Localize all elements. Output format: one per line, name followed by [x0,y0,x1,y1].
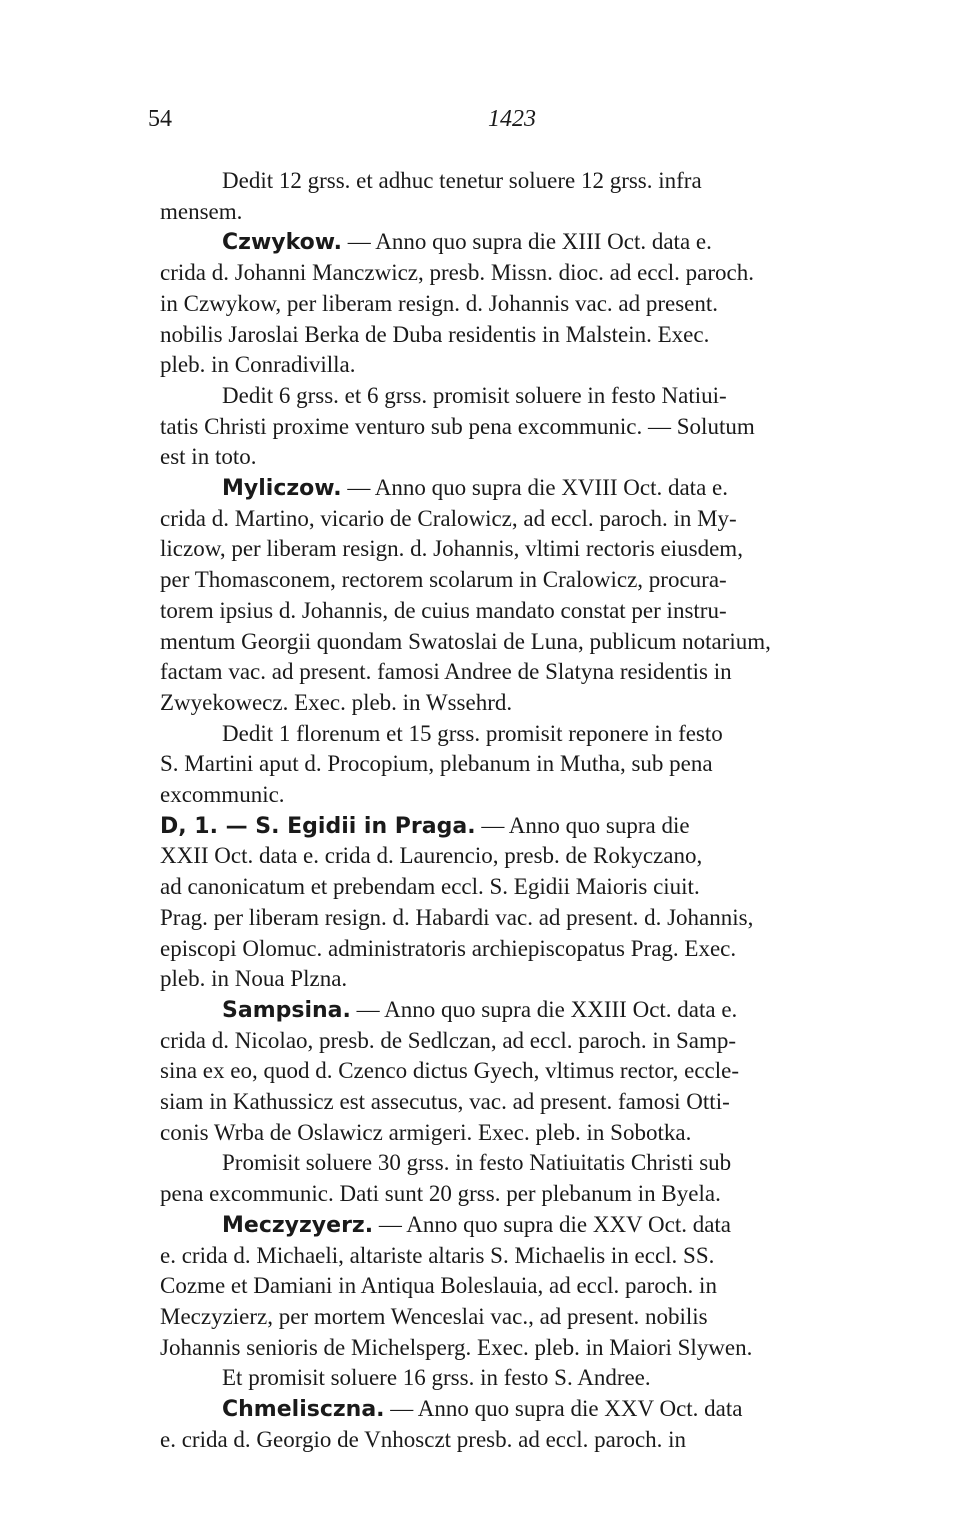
entry-heading-line [222,1212,731,1239]
text-line [160,1120,691,1146]
text-line [160,199,242,225]
line-text: liczow, per liberam resign. d. Johannis, vltimi rectoris eiusdem, [160,536,743,562]
line-text: S. Martini aput d. Procopium, plebanum in Mutha, sub pena [160,751,713,777]
line-text: Dedit 1 florenum et 15 grss. promisit reponere in festo [222,720,723,746]
line-text: — Anno quo supra die XIII Oct. data e. [342,229,712,255]
line-text: mensem. [160,198,243,224]
line-text: Meczyzierz, per mortem Wenceslai vac., ad present. nobilis [160,1303,708,1329]
text-line [160,352,355,378]
line-text: mentum Georgii quondam Swatoslai de Luna, publicum notarium, [160,628,771,654]
line-text: est in toto. [160,444,257,470]
line-text: sina ex eo, quod d. Czenco dictus Gyech, vltimus rector, eccle- [160,1058,739,1084]
running-header [148,106,876,140]
line-text: crida d. Johanni Manczwicz, presb. Missn. dioc. ad eccl. paroch. [160,260,754,286]
entry-heading: Chmelisczna. [222,1397,385,1422]
running-year: 1423 [488,106,536,132]
line-text: Zwyekowecz. Exec. pleb. in Wssehrd. [160,689,513,715]
line-text: — Anno quo supra die [475,812,690,838]
line-text: excommunic. [160,782,285,807]
line-text: episcopi Olomuc. administratoris archiepiscopatus Prag. Exec. [160,935,737,961]
text-line [222,1365,651,1391]
entry-heading-line [222,1396,742,1423]
text-line [160,905,753,931]
text-line [160,843,702,869]
text-line [160,690,512,716]
entry-heading-line [222,475,728,502]
line-text: XXII Oct. data e. crida d. Laurencio, presb. de Rokyczano, [160,843,703,869]
line-text: — Anno quo supra die XXV Oct. data [384,1396,743,1421]
line-text: Promisit soluere 30 grss. in festo Natiuitatis Christi sub [222,1150,732,1176]
line-text: per Thomasconem, rectorem scolarum in Cralowicz, procura- [160,567,727,593]
line-text: pleb. in Conradivilla. [160,352,356,378]
line-text: — Anno quo supra die XXIII Oct. data e. [350,996,738,1022]
entry-heading-line [160,813,690,840]
text-line [160,598,727,624]
line-text: e. crida d. Georgio de Vnhosczt presb. ad eccl. paroch. in [160,1426,687,1452]
text-line [160,1028,736,1054]
text-line [160,782,285,808]
text-line [160,291,718,317]
line-text: ad canonicatum et prebendam eccl. S. Egidii Maioris ciuit. [160,874,700,900]
entry-heading: Czwykow. [222,230,343,256]
text-line [160,1273,717,1299]
line-text: Et promisit soluere 16 grss. in festo S. Andree. [222,1365,651,1391]
line-text: Dedit 12 grss. et adhuc tenetur soluere 12 grss. infra [222,168,702,193]
line-text: nobilis Jaroslai Berka de Duba residentis in Malstein. Exec. [160,321,710,347]
line-text: Johannis senioris de Michelsperg. Exec. pleb. in Maiori Slywen. [160,1334,753,1360]
text-line [160,444,256,470]
text-line [222,721,723,747]
text-line [160,1058,739,1084]
text-line [160,1427,686,1453]
text-line [222,383,727,409]
text-line [160,874,700,900]
page-number: 54 [148,106,172,132]
text-line [160,936,736,962]
text-line [160,1089,730,1115]
entry-heading-line [222,997,737,1024]
line-text: tatis Christi proxime venturo sub pena excommunic. — Solutum [160,413,755,439]
text-line [160,1181,721,1207]
text-line [160,1335,752,1361]
entry-heading: Myliczow. [222,476,342,501]
line-text: — Anno quo supra die XVIII Oct. data e. [341,475,728,500]
line-text: factam vac. ad present. famosi Andree de Slatyna residentis in [160,659,732,685]
text-line [160,260,754,286]
text-line [160,1243,714,1269]
text-line [160,567,727,593]
text-line [160,1304,708,1330]
text-line [160,536,743,562]
text-line [160,322,709,348]
text-line [160,659,732,685]
line-text: pleb. in Noua Plzna. [160,966,348,992]
entry-heading: D, 1. — S. Egidii in Praga. [160,813,476,839]
line-text: torem ipsius d. Johannis, de cuius mandato constat per instru- [160,597,727,623]
line-text: — Anno quo supra die XXV Oct. data [373,1211,732,1237]
text-line [222,168,702,194]
text-line [160,751,713,777]
line-text: Cozme et Damiani in Antiqua Boleslauia, ad eccl. paroch. in [160,1273,717,1299]
line-text: crida d. Martino, vicario de Cralowicz, ad eccl. paroch. in My- [160,505,737,531]
line-text: Prag. per liberam resign. d. Habardi vac. ad present. d. Johannis, [160,904,754,930]
text-line [160,966,347,992]
line-text: in Czwykow, per liberam resign. d. Johannis vac. ad present. [160,290,719,316]
text-line [160,629,771,655]
entry-heading: Meczyzyerz. [222,1212,374,1238]
text-line [222,1150,731,1176]
entry-heading-line [222,229,712,256]
text-line [160,506,737,532]
line-text: siam in Kathussicz est assecutus, vac. ad present. famosi Otti- [160,1089,730,1114]
line-text: Dedit 6 grss. et 6 grss. promisit soluere in festo Natiui- [222,382,727,408]
text-line [160,414,755,440]
line-text: e. crida d. Michaeli, altariste altaris S. Michaelis in eccl. SS. [160,1242,715,1268]
line-text: crida d. Nicolao, presb. de Sedlczan, ad eccl. paroch. in Samp- [160,1027,737,1053]
line-text: pena excommunic. Dati sunt 20 grss. per plebanum in Byela. [160,1181,721,1207]
line-text: conis Wrba de Oslawicz armigeri. Exec. pleb. in Sobotka. [160,1119,692,1145]
entry-heading: Sampsina. [222,997,351,1023]
